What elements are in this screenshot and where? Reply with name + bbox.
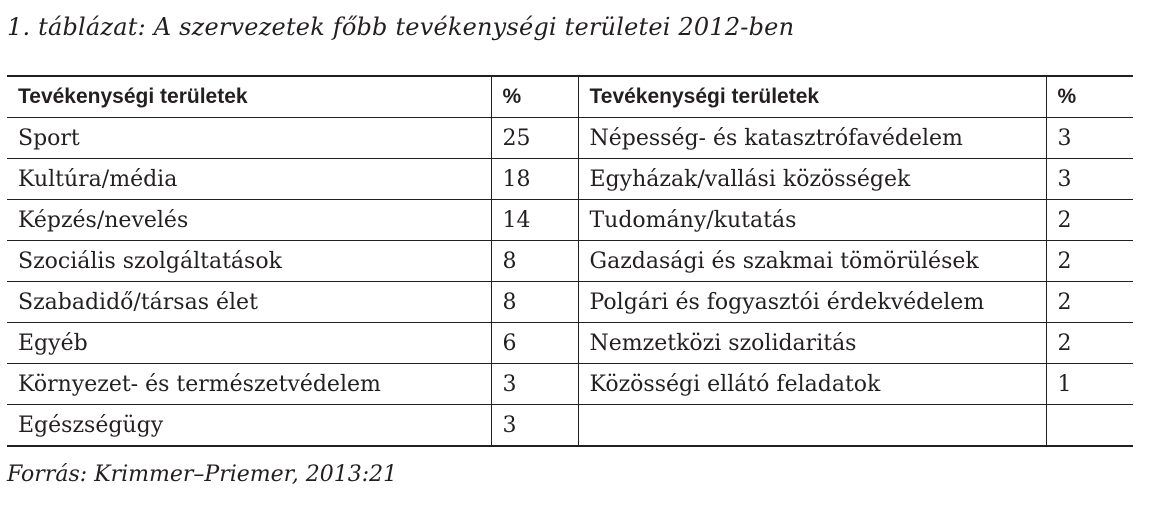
table-header-row — [7, 76, 1133, 118]
cell-pct-right: 2 — [1046, 323, 1133, 364]
table-row — [7, 159, 1133, 200]
cell-area-left: Egészségügy — [7, 405, 491, 447]
cell-area-right: Nemzetközi szolidaritás — [578, 323, 1046, 364]
cell-area-left: Kultúra/média — [7, 159, 491, 200]
table-row — [7, 241, 1133, 282]
cell-pct-right: 1 — [1046, 364, 1133, 405]
cell-pct-left: 3 — [491, 405, 578, 447]
cell-area-left: Szabadidő/társas élet — [7, 282, 491, 323]
source-note: Forrás: Krimmer–Priemer, 2013:21 — [7, 462, 398, 487]
table-row — [7, 364, 1133, 405]
cell-pct-left: 25 — [491, 118, 578, 159]
table-row — [7, 405, 1133, 447]
cell-area-right: Gazdasági és szakmai tömörülések — [578, 241, 1046, 282]
cell-pct-left: 3 — [491, 364, 578, 405]
table-row — [7, 118, 1133, 159]
cell-area-left: Képzés/nevelés — [7, 200, 491, 241]
cell-pct-left: 8 — [491, 241, 578, 282]
table-row — [7, 323, 1133, 364]
cell-area-left: Szociális szolgáltatások — [7, 241, 491, 282]
cell-area-right: Tudomány/kutatás — [578, 200, 1046, 241]
cell-area-left: Környezet- és természetvédelem — [7, 364, 491, 405]
cell-pct-right: 2 — [1046, 241, 1133, 282]
cell-area-right: Népesség- és katasztrófavédelem — [578, 118, 1046, 159]
cell-pct-right: 2 — [1046, 200, 1133, 241]
cell-pct-right: 2 — [1046, 282, 1133, 323]
cell-pct-left: 18 — [491, 159, 578, 200]
cell-pct-right: 3 — [1046, 118, 1133, 159]
header-area-left: Tevékenységi területek — [7, 76, 491, 118]
cell-area-right — [578, 405, 1046, 447]
table-row — [7, 282, 1133, 323]
cell-pct-left: 8 — [491, 282, 578, 323]
header-pct-left: % — [491, 76, 578, 118]
cell-area-right: Egyházak/vallási közösségek — [578, 159, 1046, 200]
cell-area-right: Közösségi ellátó feladatok — [578, 364, 1046, 405]
cell-area-right: Polgári és fogyasztói érdekvédelem — [578, 282, 1046, 323]
table-caption: 1. táblázat: A szervezetek főbb tevékenységi területei 2012-ben — [7, 13, 795, 41]
cell-pct-left: 6 — [491, 323, 578, 364]
cell-area-left: Sport — [7, 118, 491, 159]
cell-pct-right — [1046, 405, 1133, 447]
cell-pct-right: 3 — [1046, 159, 1133, 200]
table-row — [7, 200, 1133, 241]
cell-area-left: Egyéb — [7, 323, 491, 364]
header-area-right: Tevékenységi területek — [578, 76, 1046, 118]
header-pct-right: % — [1046, 76, 1133, 118]
activity-table — [7, 75, 1133, 447]
cell-pct-left: 14 — [491, 200, 578, 241]
